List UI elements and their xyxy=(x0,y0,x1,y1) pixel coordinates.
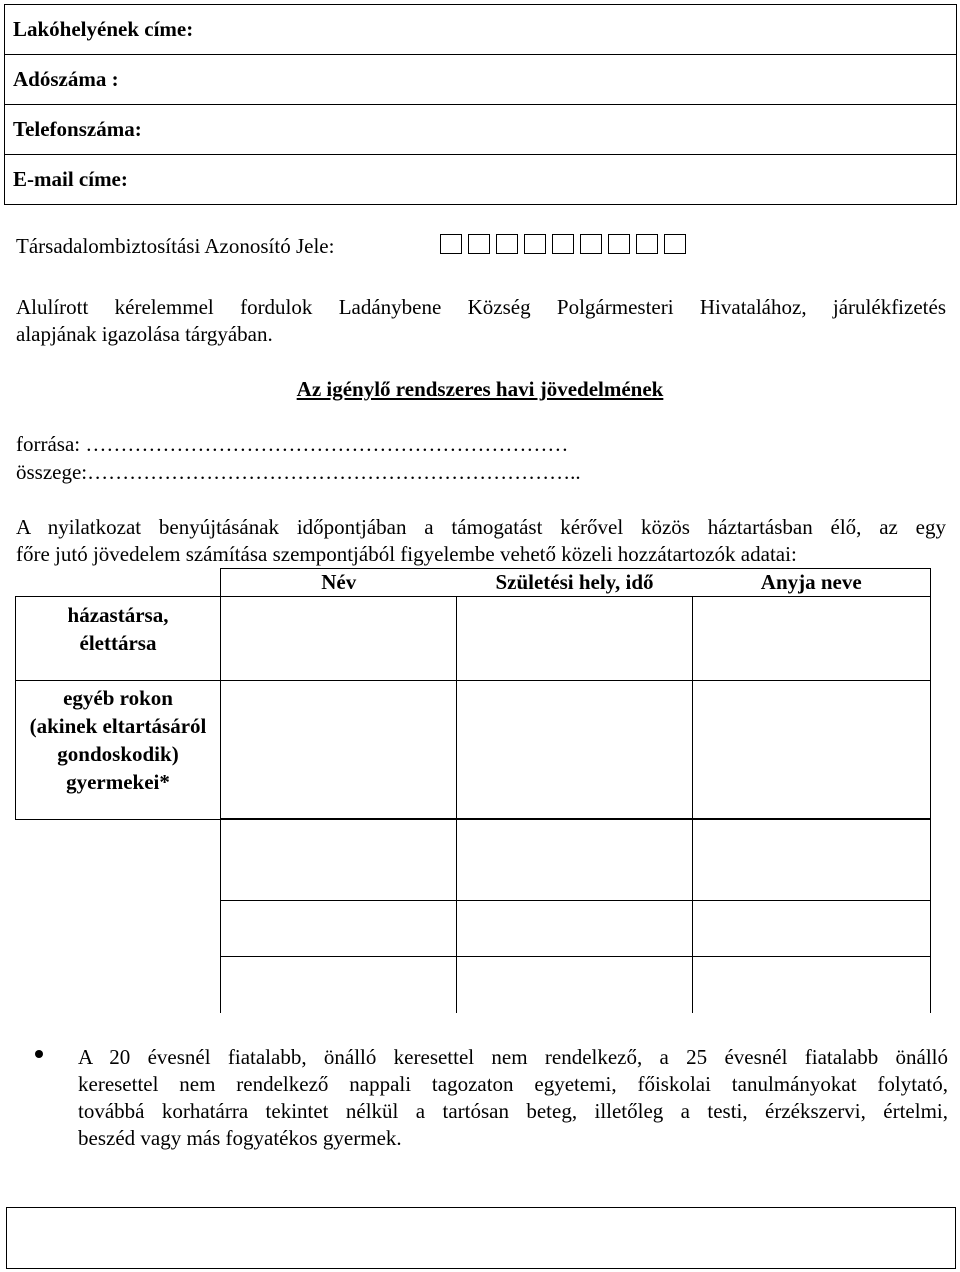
child-row-2-birth[interactable] xyxy=(457,901,693,957)
footnote-line-3: továbbá korhatárra tekintet nélkül a tartósan beteg, illetőleg a testi, érzékszervi, értelmi, xyxy=(78,1099,948,1123)
taj-digit-boxes[interactable] xyxy=(440,234,686,254)
taj-digit-box[interactable] xyxy=(496,234,518,254)
child-row-2-name[interactable] xyxy=(221,901,457,957)
col-header-mother: Anyja neve xyxy=(693,569,931,597)
income-amount-dots: …………………………………………………………….. xyxy=(87,460,581,484)
taj-digit-box[interactable] xyxy=(580,234,602,254)
request-paragraph xyxy=(16,294,946,348)
relatives-table xyxy=(15,568,931,820)
email-row[interactable] xyxy=(5,155,956,205)
taj-label: Társadalombiztosítási Azonosító Jele: xyxy=(16,234,335,258)
address-label: Lakóhelyének címe: xyxy=(13,17,194,41)
footnote-line-1: A 20 évesnél fiatalabb, önálló keresettel nem rendelkező, a 25 évesnél fiatalabb önálló xyxy=(78,1045,948,1069)
income-amount-line[interactable] xyxy=(16,460,581,485)
children-rows-table xyxy=(220,818,931,1013)
child-row-3-birth[interactable] xyxy=(457,957,693,1013)
other-relative-mother-cell[interactable] xyxy=(693,681,931,820)
taj-digit-box[interactable] xyxy=(468,234,490,254)
spouse-name-cell[interactable] xyxy=(221,597,457,681)
other-relative-label-line-3: gondoskodik) xyxy=(57,742,179,766)
income-source-label: forrása: xyxy=(16,432,81,456)
taj-digit-box[interactable] xyxy=(608,234,630,254)
taj-digit-box[interactable] xyxy=(552,234,574,254)
phone-label: Telefonszáma: xyxy=(13,117,142,141)
tax-number-label: Adószáma : xyxy=(13,67,119,91)
footnote-line-4: beszéd vagy más fogyatékos gyermek. xyxy=(78,1126,402,1150)
spouse-label-line-2: élettársa xyxy=(79,631,157,655)
other-relative-birth-cell[interactable] xyxy=(457,681,693,820)
income-heading: Az igénylő rendszeres havi jövedelmének xyxy=(296,377,664,401)
child-row-3-name[interactable] xyxy=(221,957,457,1013)
footnote-line-2: keresettel nem rendelkező nappali tagozaton egyetemi, főiskolai tanulmányokat folytató, xyxy=(78,1072,948,1096)
income-amount-label: összege: xyxy=(16,460,88,484)
address-row[interactable] xyxy=(5,5,956,55)
income-source-dots: …………………………………………………………… xyxy=(85,432,569,456)
taj-digit-box[interactable] xyxy=(524,234,546,254)
other-relative-label-cell xyxy=(16,681,221,820)
taj-digit-box[interactable] xyxy=(636,234,658,254)
child-row-1-birth[interactable] xyxy=(457,819,693,901)
other-relative-name-cell[interactable] xyxy=(221,681,457,820)
child-row-2-mother[interactable] xyxy=(693,901,931,957)
spouse-label-cell xyxy=(16,597,221,681)
child-row-1-mother[interactable] xyxy=(693,819,931,901)
signature-box[interactable] xyxy=(6,1207,956,1269)
other-relative-label-line-1: egyéb rokon xyxy=(63,686,173,710)
phone-row[interactable] xyxy=(5,105,956,155)
children-label: gyermekei* xyxy=(66,770,170,794)
bullet-icon xyxy=(35,1050,43,1058)
email-label: E-mail címe: xyxy=(13,167,128,191)
other-relative-label-line-2: (akinek eltartásáról xyxy=(29,714,207,738)
request-line-2: alapjának igazolása tárgyában. xyxy=(16,322,273,346)
child-row-3-mother[interactable] xyxy=(693,957,931,1013)
col-header-birth: Születési hely, idő xyxy=(457,569,693,597)
spouse-mother-cell[interactable] xyxy=(693,597,931,681)
spouse-birth-cell[interactable] xyxy=(457,597,693,681)
declaration-paragraph xyxy=(16,514,946,568)
child-row-1-name[interactable] xyxy=(221,819,457,901)
declaration-line-2: főre jutó jövedelem számítása szempontjából figyelembe vehető közeli hozzátartozók adatai: xyxy=(16,542,797,566)
contact-info-box xyxy=(4,4,957,205)
table-corner xyxy=(16,569,221,597)
taj-digit-box[interactable] xyxy=(440,234,462,254)
declaration-line-1: A nyilatkozat benyújtásának időpontjában a támogatást kérővel közös háztartásban élő, az egy xyxy=(16,515,946,539)
taj-digit-box[interactable] xyxy=(664,234,686,254)
col-header-name: Név xyxy=(221,569,457,597)
request-line-1: Alulírott kérelemmel fordulok Ladánybene Község Polgármesteri Hivatalához, járulékfizetés xyxy=(16,295,946,319)
income-source-line[interactable] xyxy=(16,432,568,457)
children-footnote xyxy=(78,1044,948,1152)
tax-number-row[interactable] xyxy=(5,55,956,105)
spouse-label-line-1: házastársa, xyxy=(67,603,169,627)
